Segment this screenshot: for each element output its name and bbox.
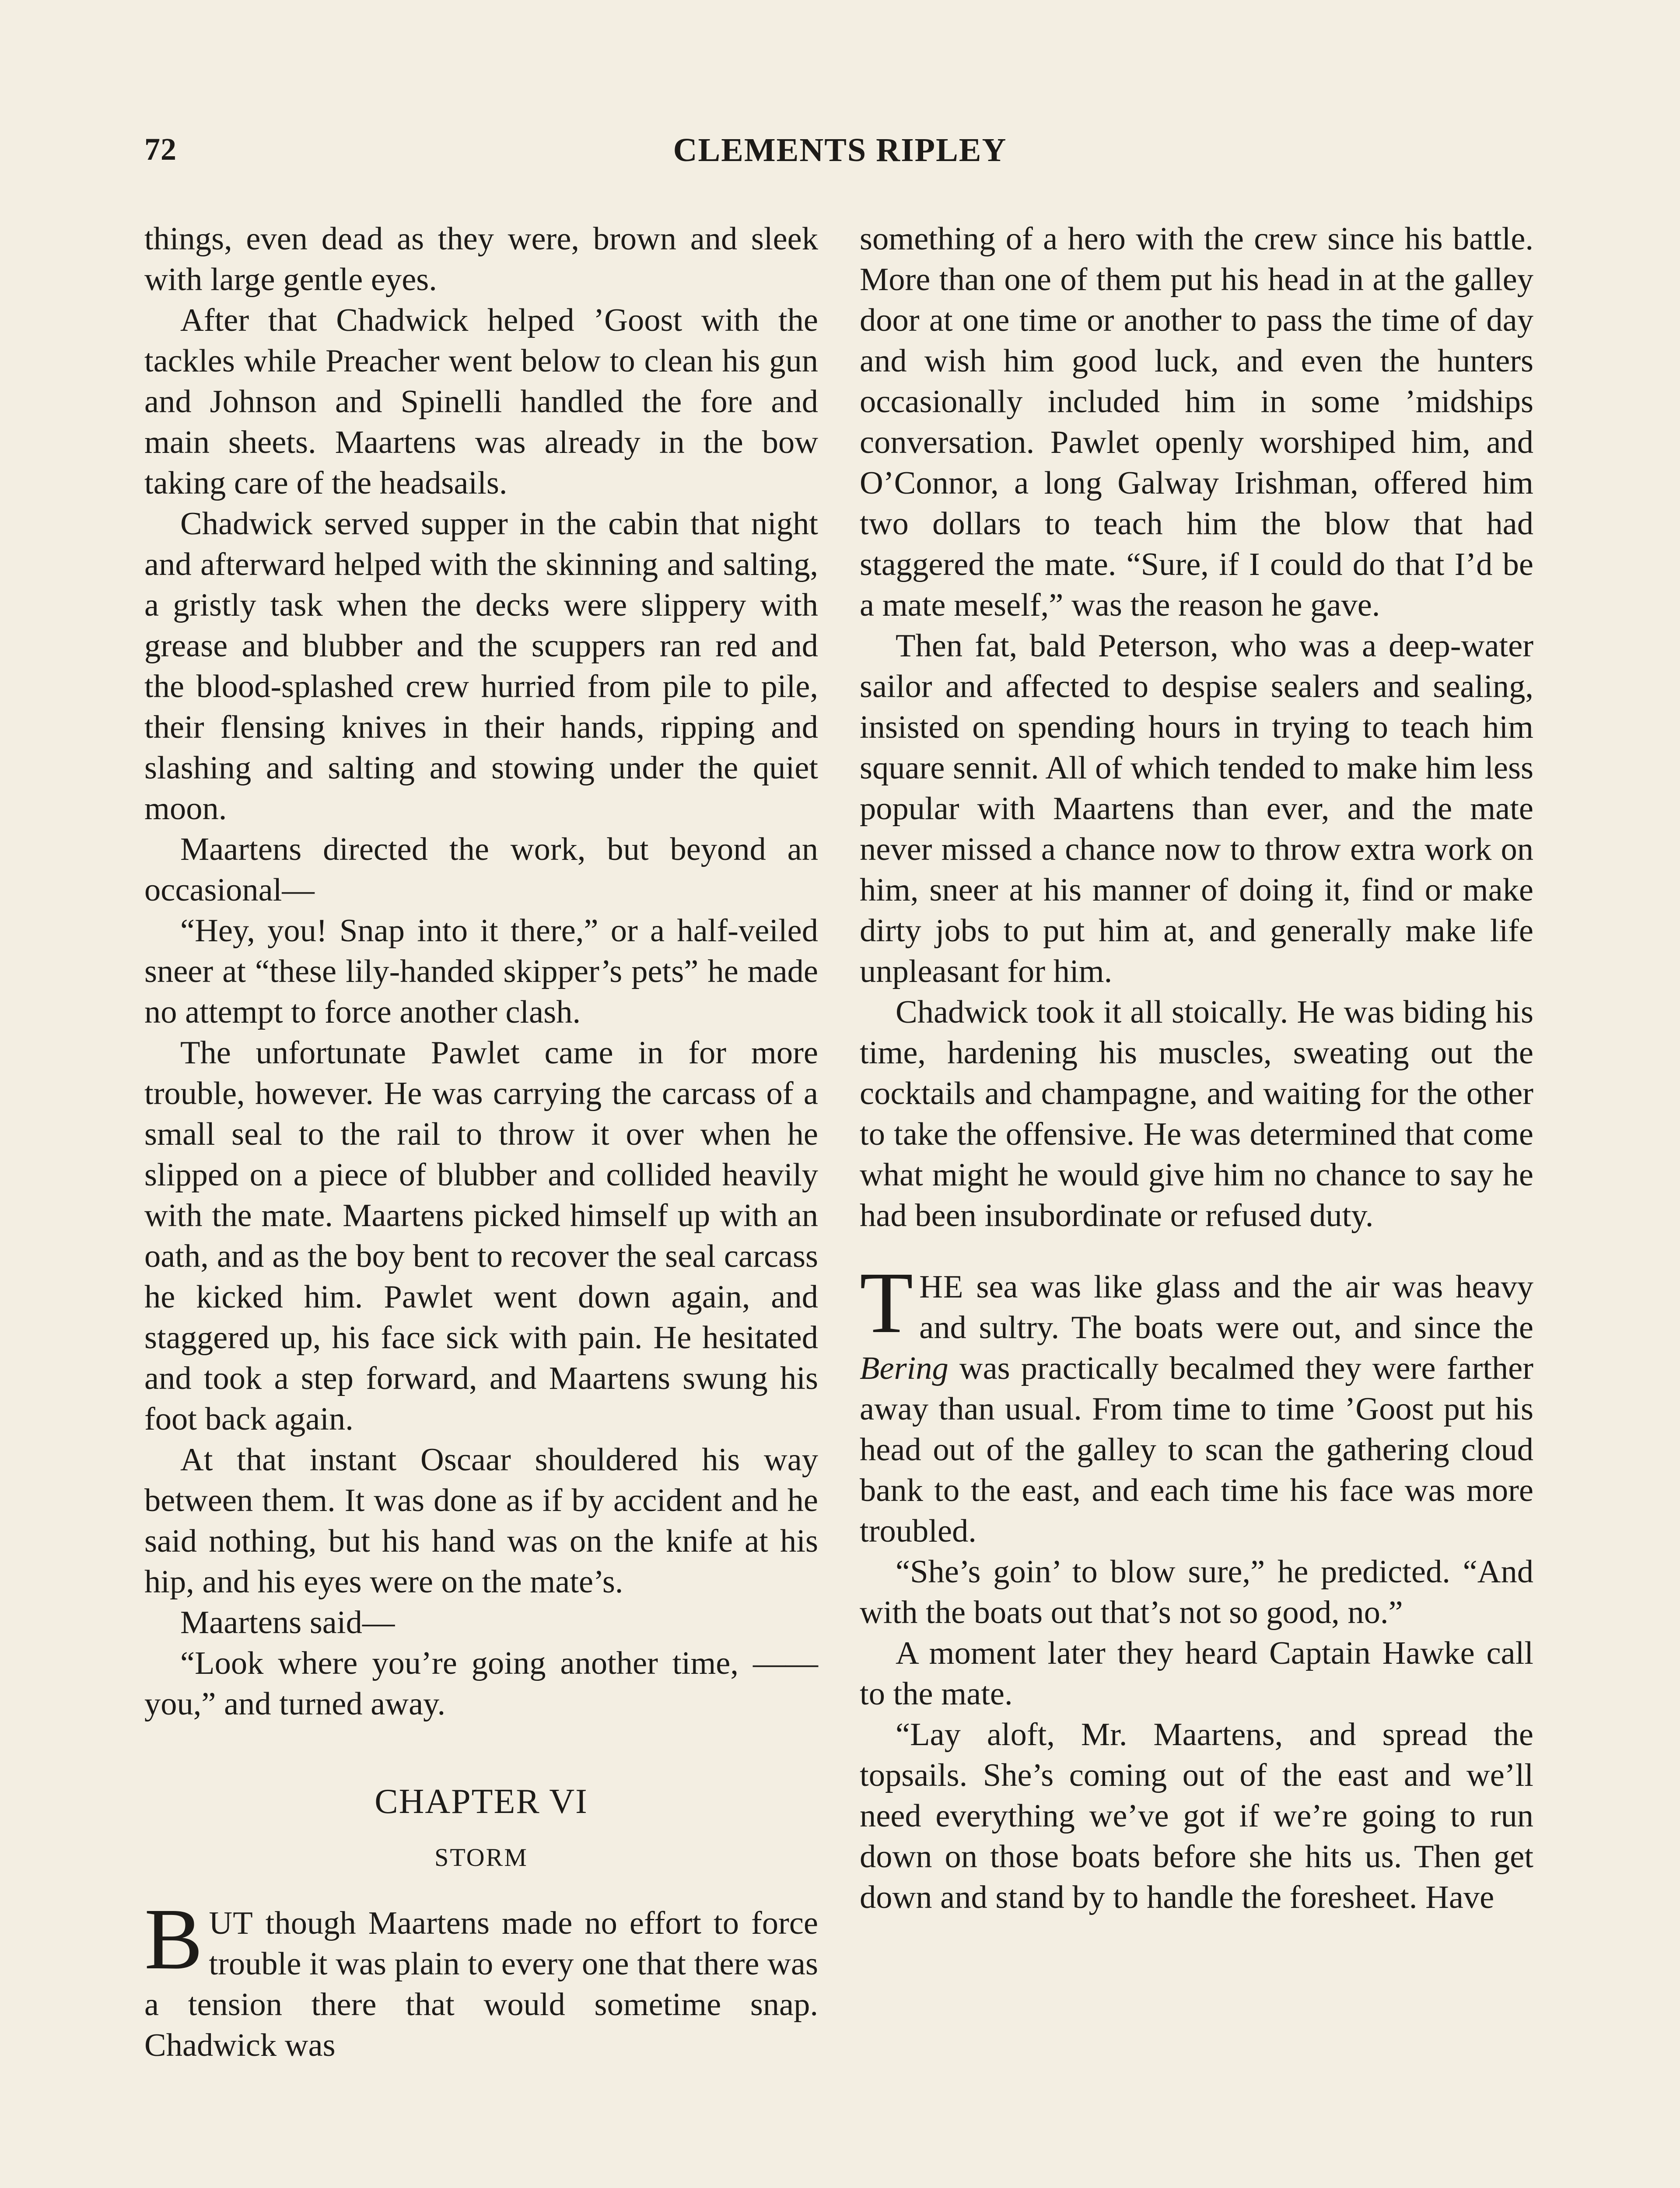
paragraph: After that Chadwick helped ’Goost with the tackles while Preacher went below to clean his gun and Johnson and Spinelli handled the fore and main sheets. Maartens was already in the bow taking care of the headsails.: [144, 302, 818, 501]
paragraph: Maartens said—: [180, 1605, 395, 1641]
section-break: [860, 1236, 1533, 1267]
chapter-title: CHAPTER VI: [374, 1782, 588, 1821]
paragraph: “Hey, you! Snap into it there,” or a half-veiled sneer at “these lily-handed skipper’s pets” he made no attempt to force another clash.: [144, 913, 818, 1030]
paragraph: Chadwick took it all stoically. He was biding his time, hardening his muscles, sweating out the cocktails and champagne, and waiting for the other to take the offensive. He was determined that come what might he would give him no chance to say he had been insubordinate or refused duty.: [860, 994, 1533, 1234]
opening-paragraph-text-a: sea was like glass and the air was heavy and sultry. The boats were out, and since the: [919, 1269, 1533, 1346]
right-column: [860, 219, 1533, 1918]
paragraph: something of a hero with the crew since his battle. More than one of them put his head in at the galley door at one time or another to pass the time of day and wish him good luck, and even the hunters occasionally included him in some ’midships conversation. Pawlet openly worshiped him, and O’Connor, a long Galway Irishman, offered him two dollars to teach him the blow that had staggered the mate. “Sure, if I could do that I’d be a mate meself,” was the reason he gave.: [860, 221, 1533, 623]
paragraph: At that instant Oscaar shouldered his way between them. It was done as if by accident and he said nothing, but his hand was on the knife at his hip, and his eyes were on the mate’s.: [144, 1442, 818, 1600]
chapter-subtitle: STORM: [434, 1843, 528, 1872]
paragraph: Maartens directed the work, but beyond an occasional—: [144, 831, 818, 908]
opening-paragraph-text: though Maartens made no effort to force trouble it was plain to every one that there was a tension there that would sometime snap. Chadwick was: [144, 1905, 818, 2063]
chapter-opening-paragraph: [144, 1891, 818, 2066]
paragraph: Chadwick served supper in the cabin that night and afterward helped with the skinning and salting, a gristly task when the decks were slippery with grease and blubber and the scuppers ran red and the blood-splashed crew hurried from pile to pile, their flensing knives in their hands, ripping and slashing and salting and stowing under the quiet moon.: [144, 506, 818, 827]
paragraph: The unfortunate Pawlet came in for more trouble, however. He was carrying the carcass of a small seal to the rail to throw it over when he slipped on a piece of blubber and collided heavily with the mate. Maartens picked himself up with an oath, and as the boy bent to recover the seal carcass he kicked him. Pawlet went down again, and staggered up, his face sick with pain. He hesitated and took a step forward, and Maartens swung his foot back again.: [144, 1035, 818, 1437]
page-header: [144, 131, 1536, 175]
left-column: [144, 219, 818, 2066]
ship-name: Bering: [860, 1350, 948, 1386]
drop-cap: T: [860, 1255, 914, 1351]
opening-word-rest: UT: [209, 1905, 253, 1941]
paragraph: A moment later they heard Captain Hawke call to the mate.: [860, 1635, 1533, 1712]
opening-word-rest: HE: [919, 1269, 964, 1305]
page-number: 72: [144, 132, 177, 167]
section-opening-paragraph: [860, 1255, 1533, 1552]
paragraph: “Look where you’re going another time, —— you,” and turned away.: [144, 1645, 818, 1722]
running-head: CLEMENTS RIPLEY: [673, 132, 1007, 168]
paragraph: Then fat, bald Peterson, who was a deep-water sailor and affected to despise sealers and sealing, insisted on spending hours in trying to teach him square sennit. All of which tended to make him less popular with Maartens than ever, and the mate never missed a chance now to throw extra work on him, sneer at his manner of doing it, find or make dirty jobs to put him at, and generally make life unpleasant for him.: [860, 628, 1533, 989]
drop-cap: B: [144, 1891, 203, 1988]
opening-paragraph-text-b: was practically becalmed they were farther away than usual. From time to time ’Goost put his head out of the galley to scan the gathering cloud bank to the east, and each time his face was more troubled.: [860, 1350, 1533, 1549]
paragraph: things, even dead as they were, brown and sleek with large gentle eyes.: [144, 221, 818, 298]
paragraph: “She’s goin’ to blow sure,” he predicted. “And with the boats out that’s not so good, no.”: [860, 1554, 1533, 1630]
paragraph: “Lay aloft, Mr. Maartens, and spread the topsails. She’s coming out of the east and we’ll need everything we’ve got if we’re going to run down on those boats before she hits us. Then get down and stand by to handle the foresheet. Have: [860, 1717, 1533, 1915]
